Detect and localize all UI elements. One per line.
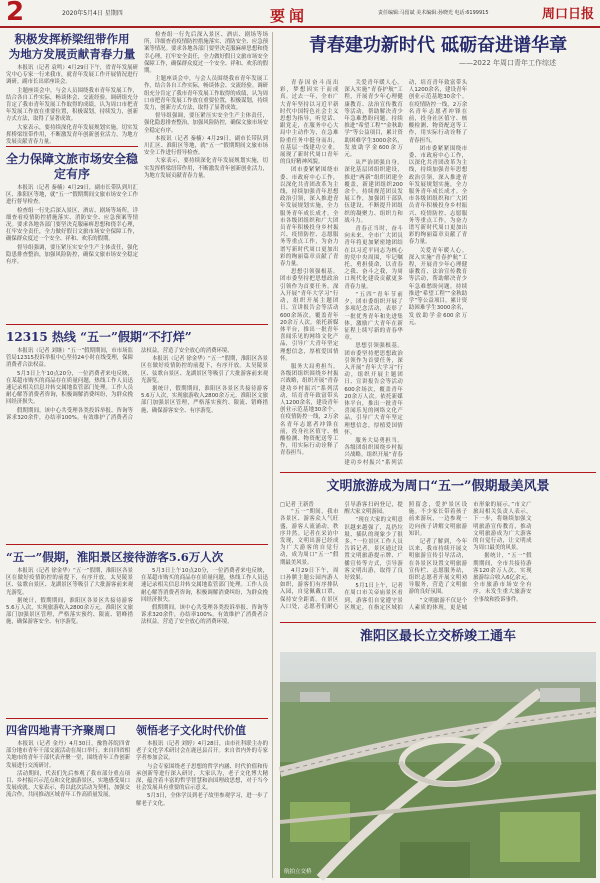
article-body: 本报讯（记者 刘继）“五一”假期期间，市市场监管局12315投诉举报中心坚持24小时在线受理，保障消费者合法权益。 5月3日上午10点20分，一位消费者来电反映，在某超市购买的商品存在质量问题，热线工作人员迅速记录相关信息并转交属地监管部门处理。工作人员耐心解答消费者咨询，积极调解消费纠纷，为群众挽回经济损失。 假期期间，该中心共受理各类投诉举报、咨询等诉求320余件，办结率100%。有效维护了消费者合法权益，营造了安全放心的消费环境。 本报讯（记者 徐金华）“五一”假期，淮阳区各景区在做好疫情防控的前提下，有序开放。太昊陵景区、弦歌台景区、龙湖景区等吸引了大批游客前来观光游览。 据统计，假期期间，淮阳区各景区共接待游客5.6万人次，实现旅游收入2800余万元。淮阳区文旅部门加强景区管理，严格落实预约、限流、错峰措施，确保游客安全、有序游览。 <box>6 348 268 421</box>
lead-subtitle: ——2022 年周口青年工作综述 <box>458 59 556 67</box>
article-continuation <box>144 32 268 320</box>
newspaper-logo: 周口日报 <box>541 7 594 22</box>
article-12315-hotline <box>6 330 268 540</box>
headline: 领悟老子文化时代价值 <box>136 724 246 737</box>
article-huaiyang-tourists <box>6 550 268 715</box>
headline: 文明旅游成为周口“五一”假期最美风景 <box>326 479 550 494</box>
article-body: 本报讯（记者 徐金华）“五一”假期，淮阳区各景区在做好疫情防控的前提下，有序开放。太昊陵景区、弦歌台景区、龙湖景区等吸引了大批游客前来观光游览。 据统计，假期期间，淮阳区各景区共接待游客5.6万人次，实现旅游收入2800余万元。淮阳区文旅部门加强景区管理，严格落实预约、限流、错峰措施，确保游客安全、有序游览。 5月3日上午10点20分，一位消费者来电反映，在某超市购买的商品存在质量问题，热线工作人员迅速记录相关信息并转交属地监管部门处理。工作人员耐心解答消费者咨询，积极调解消费纠纷，为群众挽回经济损失。 假期期间，该中心共受理各类投诉举报、咨询等诉求320余件，办结率100%。有效维护了消费者合法权益，营造了安全放心的消费环境。 <box>6 568 268 626</box>
photo-caption: 航拍立交桥 <box>284 869 312 875</box>
divider <box>6 146 138 147</box>
divider <box>6 324 268 325</box>
page-number: 2 <box>6 0 25 27</box>
article-culture-tourism-safety <box>6 152 138 320</box>
article-body: 检查组一行先后深入景区、酒店、剧场等场所，详细查看疫情防控措施落实、消防安全、应急预案等情况。要求各地各部门要坚决克服麻痹思想和侥幸心理，扛牢安全责任，全力做好假日文旅市场安全保障工作，确保群众度过一个安全、祥和、欢乐的假期。 主题座谈会中，与会人员围绕我市青年发展工作，结合各自工作实际，畅谈体会、交流经验。调研组充分肯定了我市青年发展工作取得的成绩，认为周口市把青年发展工作放在重要位置，积极谋划，持续发力，创新方式方法，取得了显著成效。 督导组强调，要压紧压实安全生产主体责任，强化隐患排查整治，加强风险防控，确保文旅市场安全稳定有序。 本报讯（记者 秦楠）4月29日，副市长带队到川汇区、淮阳区等地，就“五一”假期期间文旅市场安全工作进行督导检查。 大家表示，要持续深化青年发展规划实施，切实发挥桥梁纽带作用，不断激发青年创新创业活力，为地方发展贡献青春力量。 <box>144 32 268 179</box>
issue-date: 2020年5月4日 星期四 <box>62 10 123 17</box>
masthead <box>0 0 600 28</box>
article-body: 本报讯（记者 金丹）4月30日，豫鲁苏皖四省部分地市青年干部交流活动在周口举行。来自四省相关地市的青年干部代表齐聚一堂，围绕青年工作创新发展进行交流研讨。 活动期间，代表们先后参观了我市部分重点项目、乡村振兴示范点和文化旅游景区，实地感受周口发展成就。大家表示，将以此次活动为契机，加强交流合作，共同推动区域青年工作高质量发展。 <box>6 741 130 799</box>
article-body: 本报讯（记者 刘婷）4月28日，由市社科联主办的老子文化学术研讨会在鹿邑县召开。来自省内外的专家学者参加会议。 与会专家围绕老子思想的哲学内涵、时代价值和传承创新等进行深入研讨，大家认为，老子文化博大精深，蕴含着丰富的哲学智慧和治国理政思想，对于当今社会发展具有重要的启示意义。 5月3日，全体学员到老子故里参观学习，进一步了解老子文化。 <box>136 741 268 807</box>
headline: 12315 热线 “五一”假期“不打烊” <box>6 330 192 344</box>
headline: “五一”假期，淮阳景区接待游客5.6万人次 <box>6 550 224 564</box>
editor-credits: 责任编辑:马留斌 美术编辑:孙晓光 电话:6199915 <box>378 10 489 16</box>
tourism-article-body: □记者 王新普 “五一”期间，我市各景区、游客众人气旺盛，游客人流涌动，秩序井然。记者在采访中发现，文明出游已经成为广大游客的自觉行动，成为周口“五一”假期最美风景。 4月29日下午，周口孙膑主题公园内游人如织，游客们有序排队入园，自觉佩戴口罩，保持安全距离。在景区入口处，志愿者们耐心引导游客扫码登记，提醒大家文明游园。 “现在大家的文明意识越来越强了，乱扔垃圾、插队的现象少了很多。”一位景区工作人员告诉记者，景区通过设置文明旅游提示牌、广播宣传等方式，引导游客文明出游，取得了良好效果。 5月1日上午，记者在周口市关帝庙景区看到，游客们自觉遵守景区规定，在指定区域拍照留念，爱护景区设施。不少家长带着孩子前来游玩，一边参观一边向孩子讲解文明旅游知识。 记者了解到，今年以来，我市持续开展文明旅游宣传引导活动，在各景区设置文明旅游宣传栏、志愿服务站，组织志愿者开展文明劝导服务，营造了文明旅游的良好氛围。 “文明旅游不仅是个人素质的体现，更是城市形象的展示。”市文广旅局相关负责人表示，下一步，将继续加强文明旅游宣传教育，推动文明旅游成为广大游客的自觉行动，让文明成为周口最美的风景。 据统计，“五一”假期期间，全市共接待游客120余万人次，实现旅游综合收入6亿余元，全市旅游市场安全有序，未发生重大旅游安全事故和投诉事件。 <box>280 502 532 611</box>
tourism-headline-block <box>280 478 596 500</box>
divider <box>280 622 596 623</box>
article-four-provinces <box>6 724 130 878</box>
lead-headline: 青春建功新时代 砥砺奋进谱华章 <box>308 35 568 56</box>
overpass-headline-block <box>280 628 596 650</box>
headline: 全力保障文旅市场安全稳定有序 <box>6 152 139 181</box>
divider <box>6 718 268 719</box>
byline: □记者 王新普 <box>280 502 314 508</box>
overpass-aerial-photo <box>280 652 596 878</box>
divider <box>6 544 268 545</box>
headline: 淮阳区最长立交桥竣工通车 <box>359 629 516 644</box>
article-body: 本报讯（记者 秦楠）4月29日，副市长带队到川汇区、淮阳区等地，就“五一”假期期间文旅市场安全工作进行督导检查。 检查组一行先后深入景区、酒店、剧场等场所，详细查看疫情防控措施落实、消防安全、应急预案等情况。要求各地各部门要坚决克服麻痹思想和侥幸心理，扛牢安全责任，全力做好假日文旅市场安全保障工作，确保群众度过一个安全、祥和、欢乐的假期。 督导组强调，要压紧压实安全生产主体责任，强化隐患排查整治，加强风险防控，确保文旅市场安全稳定有序。 <box>6 185 138 266</box>
section-title: 要闻 <box>270 7 309 25</box>
headline: 四省四地青干齐聚周口 <box>6 724 116 737</box>
column-separator <box>272 32 273 878</box>
article-youth-bridge <box>6 32 138 146</box>
article-body: 本报讯（记者 袁鸣）4月29日下午，省青年发展研究中心专家一行来我市，就青年发展工作开展情况进行调研。副市长出席座谈会。 主题座谈会中，与会人员围绕我市青年发展工作，结合各自工作实际，畅谈体会、交流经验。调研组充分肯定了我市青年发展工作取得的成绩，认为周口市把青年发展工作放在重要位置，积极谋划，持续发力，创新方式方法，取得了显著成效。 大家表示，要持续深化青年发展规划实施，切实发挥桥梁纽带作用，不断激发青年创新创业活力，为地方发展贡献青春力量。 <box>6 65 138 146</box>
lead-article-body: 青春因奋斗而出彩，梦想因实干而成真。过去一年，全市广大青年坚持以习近平新时代中国特色社会主义思想为指导，听党话、跟党走，在服务中心大局中主动作为，在急难险重任务中挺身而出，在基层一线建功立业，展现了新时代周口青年的良好精神风貌。 团市委紧紧围绕市委、市政府中心工作，以深化共青团改革为主线，持续加强青年思想政治引领，深入推进青年发展规划实施，全力服务青年成长成才。全市各级团组织和广大团员青年积极投身乡村振兴、疫情防控、志愿服务等重点工作，为奋力谱写新时代周口更加出彩的绚丽篇章贡献了青春力量。 思想引领强根基。团市委坚持把思想政治引领作为首要任务，深入开展“青年大学习”行动，组织开展主题团日、宣讲报告会等活动600余场次，覆盖青年20余万人次。依托新媒体平台，推出一批青年喜闻乐见的网络文化产品，引导广大青年坚定理想信念，厚植爱国情怀。 服务大局勇担当。各级团组织围绕乡村振兴战略，组织开展“青春建功乡村振兴”系列活动，培育青年致富带头人1200余名，建设青年创业示范基地30余个。在疫情防控一线，2万余名青年志愿者冲锋在前，投身社区值守、核酸检测、物资配送等工作，用实际行动诠释了青春担当。 关爱青年暖人心。深入实施“青春护航”工程，开展青少年心理健康教育、法治宣传教育等活动，帮助解决青少年急难愁盼问题。持续推进“希望工程”“金秋助学”等公益项目，累计资助困难学生3000余名，发放助学金600余万元。 从严治团强自身。深化基层团组织建设，推进“两新”组织团建全覆盖，新建团组织200余个。持续规范团员发展工作，加强团干部队伍建设，不断提升团组织的凝聚力、组织力和战斗力。 青春正当时，奋斗向未来。全市广大团员青年将更加紧密地团结在以习近平同志为核心的党中央周围，牢记嘱托、勇担使命，以青春之我、奋斗之我，为周口现代化建设贡献更多青春力量。 “五四”青年节前夕，团市委组织开展了多项纪念活动，表彰了一批优秀青年和先进集体，激励广大青年在新征程上续写新的青春华章。 思想引领强根基。团市委坚持把思想政治引领作为首要任务，深入开展“青年大学习”行动，组织开展主题团日、宣讲报告会等活动600余场次，覆盖青年20余万人次。依托新媒体平台，推出一批青年喜闻乐见的网络文化产品，引导广大青年坚定理想信念，厚植爱国情怀。 服务大局勇担当。各级团组织围绕乡村振兴战略，组织开展“青春建功乡村振兴”系列活动，培育青年致富带头人1200余名，建设青年创业示范基地30余个。在疫情防控一线，2万余名青年志愿者冲锋在前，投身社区值守、核酸检测、物资配送等工作，用实际行动诠释了青春担当。 团市委紧紧围绕市委、市政府中心工作，以深化共青团改革为主线，持续加强青年思想政治引领，深入推进青年发展规划实施，全力服务青年成长成才。全市各级团组织和广大团员青年积极投身乡村振兴、疫情防控、志愿服务等重点工作，为奋力谱写新时代周口更加出彩的绚丽篇章贡献了青春力量。 关爱青年暖人心。深入实施“青春护航”工程，开展青少年心理健康教育、法治宣传教育等活动，帮助解决青少年急难愁盼问题。持续推进“希望工程”“金秋助学”等公益项目，累计资助困难学生3000余名，发放助学金600余万元。 <box>280 80 468 466</box>
aerial-photo-image <box>280 652 596 878</box>
article-laozi-culture <box>136 724 268 878</box>
divider <box>280 472 596 473</box>
headline: 积极发挥桥梁纽带作用 为地方发展贡献青春力量 <box>8 32 136 61</box>
lead-headline-block <box>280 34 596 78</box>
